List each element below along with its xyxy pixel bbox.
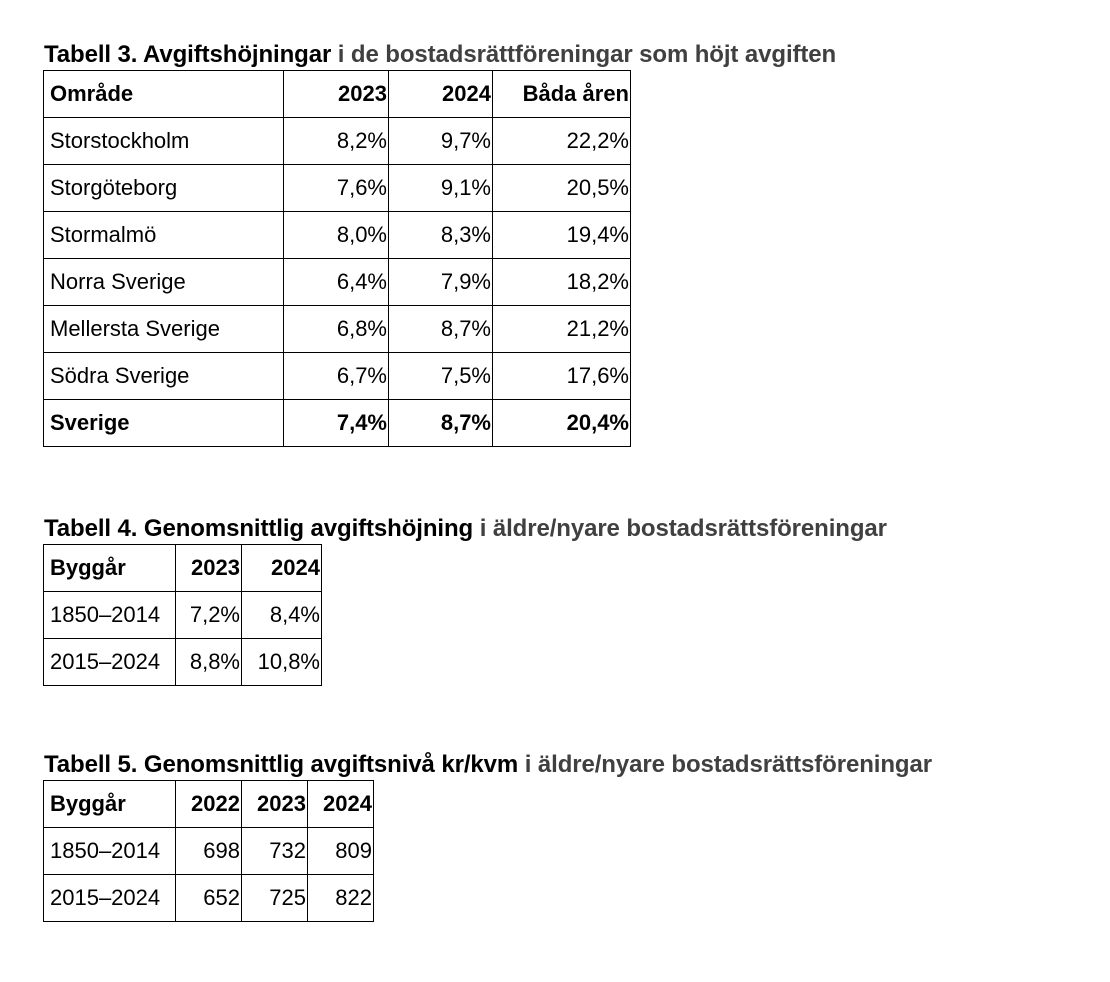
cell-value: 8,7% xyxy=(389,306,493,353)
column-header-byggar: Byggår xyxy=(44,781,176,828)
cell-value: 19,4% xyxy=(493,212,631,259)
cell-value: 725 xyxy=(242,875,308,922)
table-row xyxy=(44,118,631,165)
row-label: Stormalmö xyxy=(44,212,284,259)
cell-value: 20,4% xyxy=(493,400,631,447)
column-header-2023: 2023 xyxy=(284,71,389,118)
cell-value: 9,1% xyxy=(389,165,493,212)
table-4-section xyxy=(43,514,887,686)
column-header-2024: 2024 xyxy=(389,71,493,118)
cell-value: 822 xyxy=(308,875,374,922)
cell-value: 9,7% xyxy=(389,118,493,165)
table-3 xyxy=(43,70,631,447)
row-label: Storstockholm xyxy=(44,118,284,165)
cell-value: 7,4% xyxy=(284,400,389,447)
row-label: Sverige xyxy=(44,400,284,447)
row-label: 1850–2014 xyxy=(44,592,176,639)
table-5-caption-rest: i äldre/nyare bostadsrättsföreningar xyxy=(518,751,932,778)
row-label: 2015–2024 xyxy=(44,875,176,922)
row-label: 1850–2014 xyxy=(44,828,176,875)
cell-value: 17,6% xyxy=(493,353,631,400)
table-row xyxy=(44,353,631,400)
cell-value: 652 xyxy=(176,875,242,922)
column-header-2022: 2022 xyxy=(176,781,242,828)
column-header-2024: 2024 xyxy=(308,781,374,828)
cell-value: 6,4% xyxy=(284,259,389,306)
cell-value: 20,5% xyxy=(493,165,631,212)
cell-value: 732 xyxy=(242,828,308,875)
table-row xyxy=(44,212,631,259)
table-row xyxy=(44,259,631,306)
table-row xyxy=(44,306,631,353)
table-4-caption-bold: Tabell 4. Genomsnittlig avgiftshöjning xyxy=(44,515,474,542)
cell-value: 8,8% xyxy=(176,639,242,686)
cell-value: 8,4% xyxy=(242,592,322,639)
table-5 xyxy=(43,780,374,922)
table-header-row xyxy=(44,781,374,828)
column-header-2023: 2023 xyxy=(176,545,242,592)
cell-value: 7,2% xyxy=(176,592,242,639)
column-header-2024: 2024 xyxy=(242,545,322,592)
cell-value: 10,8% xyxy=(242,639,322,686)
table-4-caption-rest: i äldre/nyare bostadsrättsföreningar xyxy=(473,515,887,542)
table-3-caption-bold: Tabell 3. Avgiftshöjningar xyxy=(44,41,332,68)
cell-value: 8,7% xyxy=(389,400,493,447)
row-label: Storgöteborg xyxy=(44,165,284,212)
cell-value: 6,7% xyxy=(284,353,389,400)
table-row xyxy=(44,639,322,686)
table-5-caption-bold: Tabell 5. Genomsnittlig avgiftsnivå kr/kvm xyxy=(44,751,519,778)
table-3-caption-rest: i de bostadsrättföreningar som höjt avgiften xyxy=(331,41,837,68)
column-header-byggar: Byggår xyxy=(44,545,176,592)
table-5-caption xyxy=(44,750,932,780)
table-3-section xyxy=(43,40,836,447)
table-5-section xyxy=(43,750,932,922)
cell-value: 7,6% xyxy=(284,165,389,212)
table-row xyxy=(44,828,374,875)
table-row xyxy=(44,592,322,639)
column-header-bada-aren: Båda åren xyxy=(493,71,631,118)
cell-value: 7,5% xyxy=(389,353,493,400)
row-label: 2015–2024 xyxy=(44,639,176,686)
table-4-caption xyxy=(44,514,887,544)
cell-value: 8,2% xyxy=(284,118,389,165)
table-4 xyxy=(43,544,322,686)
cell-value: 22,2% xyxy=(493,118,631,165)
column-header-omrade: Område xyxy=(44,71,284,118)
cell-value: 6,8% xyxy=(284,306,389,353)
cell-value: 7,9% xyxy=(389,259,493,306)
cell-value: 698 xyxy=(176,828,242,875)
table-3-caption xyxy=(44,40,836,70)
table-total-row xyxy=(44,400,631,447)
column-header-2023: 2023 xyxy=(242,781,308,828)
cell-value: 8,0% xyxy=(284,212,389,259)
table-header-row xyxy=(44,71,631,118)
row-label: Mellersta Sverige xyxy=(44,306,284,353)
row-label: Södra Sverige xyxy=(44,353,284,400)
table-row xyxy=(44,875,374,922)
cell-value: 8,3% xyxy=(389,212,493,259)
cell-value: 809 xyxy=(308,828,374,875)
cell-value: 21,2% xyxy=(493,306,631,353)
cell-value: 18,2% xyxy=(493,259,631,306)
table-row xyxy=(44,165,631,212)
table-header-row xyxy=(44,545,322,592)
row-label: Norra Sverige xyxy=(44,259,284,306)
